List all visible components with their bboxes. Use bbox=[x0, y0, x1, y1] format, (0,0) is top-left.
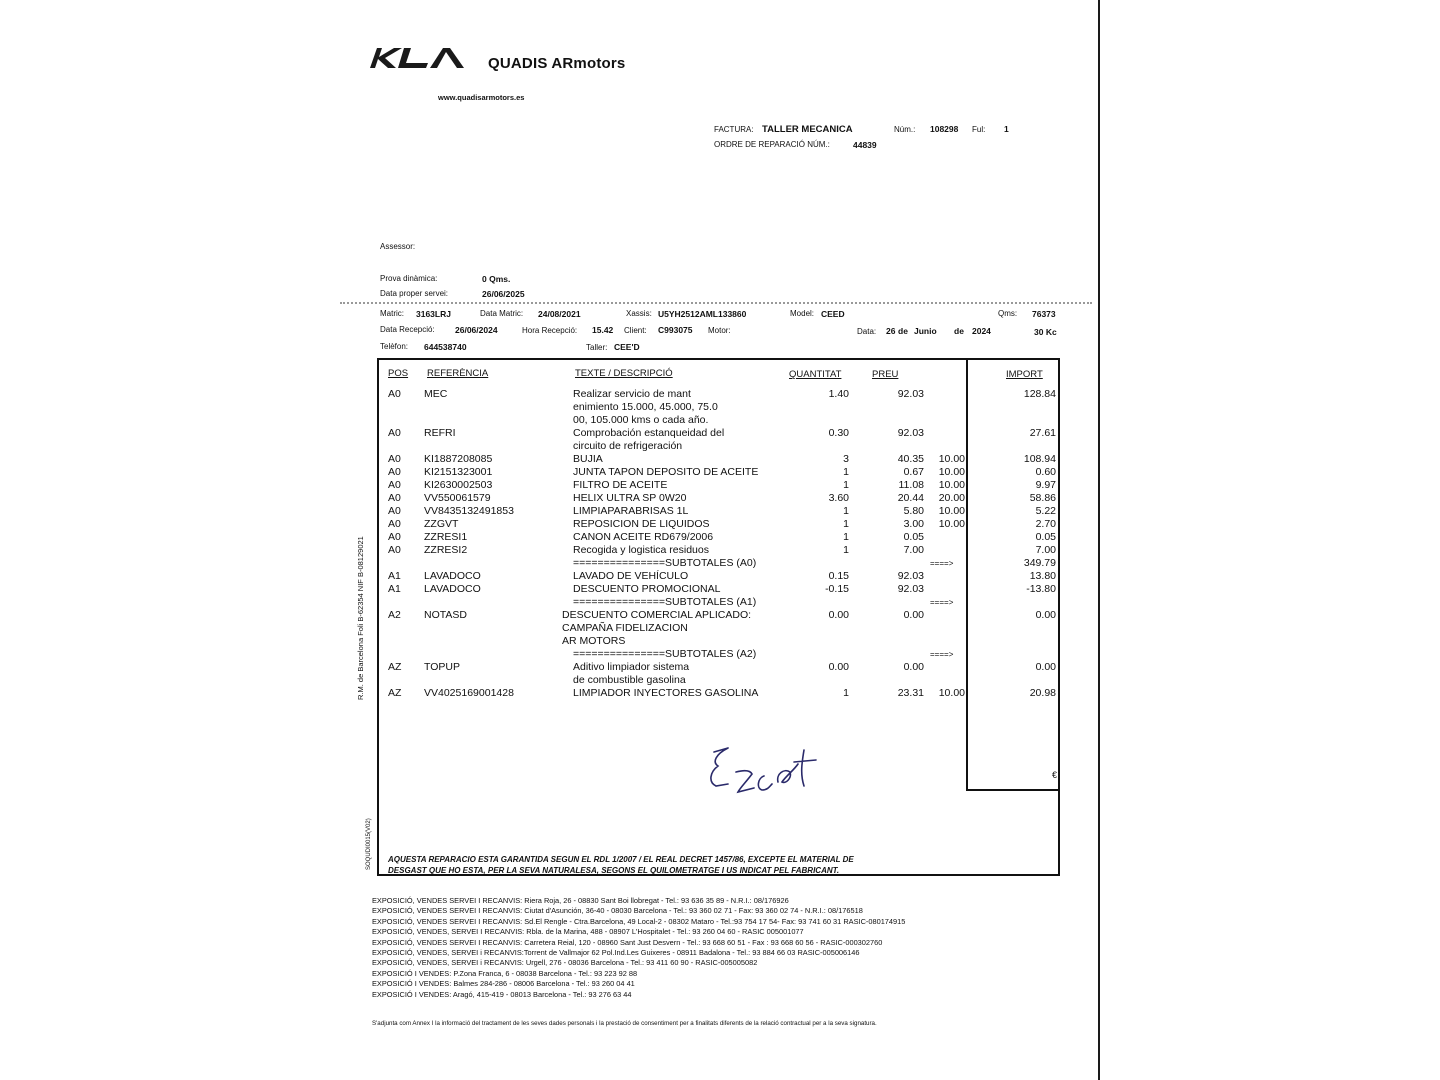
date-reference: 30 Kc bbox=[1034, 327, 1057, 337]
footer-address-line: EXPOSICIÓ I VENDES: Aragó, 415-419 - 08013 Barcelona - Tel.: 93 276 63 44 bbox=[372, 989, 632, 999]
row-description: LAVADO DE VEHÍCULO bbox=[573, 570, 689, 582]
row-import: 20.98 bbox=[1029, 687, 1056, 699]
table-row bbox=[0, 505, 1440, 518]
row-description: AR MOTORS bbox=[562, 635, 626, 647]
row-price: 92.03 bbox=[897, 388, 924, 400]
row-price: 0.05 bbox=[903, 531, 924, 543]
row-pos: AZ bbox=[388, 687, 402, 699]
row-quantity: 1 bbox=[843, 479, 849, 491]
row-reference: VV8435132491853 bbox=[424, 505, 514, 517]
chassis-label: Xassis: bbox=[626, 309, 652, 318]
table-row bbox=[0, 440, 1440, 453]
model-label: Model: bbox=[790, 309, 815, 318]
row-pos: A2 bbox=[388, 609, 401, 621]
table-row bbox=[0, 687, 1440, 700]
row-pos: A0 bbox=[388, 544, 401, 556]
reception-date-label: Data Recepció: bbox=[380, 325, 435, 334]
row-description: DESCUENTO PROMOCIONAL bbox=[573, 583, 721, 595]
row-description: ===============SUBTOTALES (A2) bbox=[573, 648, 757, 660]
reception-date-value: 26/06/2024 bbox=[455, 325, 498, 335]
row-quantity: 0.00 bbox=[828, 609, 849, 621]
next-service-date: 26/06/2025 bbox=[482, 289, 525, 299]
footer-address-line: EXPOSICIÓ, VENDES SERVEI I RECANVIS: Carretera Reial, 120 - 08960 Sant Just Desvern - Tel.: 93 668 60 51 - Fax : 93 668 60 56 - RASIC-000302760 bbox=[372, 937, 883, 947]
row-description: Comprobación estanqueidad del bbox=[573, 427, 725, 439]
row-quantity: 0.30 bbox=[828, 427, 849, 439]
table-row bbox=[0, 674, 1440, 687]
row-reference: ZZRESI2 bbox=[424, 544, 468, 556]
row-price: 40.35 bbox=[897, 453, 924, 465]
row-description: LIMPIADOR INYECTORES GASOLINA bbox=[573, 687, 759, 699]
row-quantity: 0.00 bbox=[828, 661, 849, 673]
footer-address-line: EXPOSICIÓ I VENDES: Balmes 284-286 - 08006 Barcelona - Tel.: 93 260 04 41 bbox=[372, 979, 635, 989]
row-pos: A0 bbox=[388, 453, 401, 465]
row-import: 128.84 bbox=[1023, 388, 1056, 400]
row-discount: 10.00 bbox=[938, 453, 965, 465]
client-value: C993075 bbox=[658, 325, 693, 335]
table-row bbox=[0, 453, 1440, 466]
row-description: BUJIA bbox=[573, 453, 603, 465]
row-pos: A0 bbox=[388, 492, 401, 504]
row-reference: ZZRESI1 bbox=[424, 531, 468, 543]
row-quantity: 3 bbox=[843, 453, 849, 465]
row-price: 23.31 bbox=[897, 687, 924, 699]
table-row bbox=[0, 609, 1440, 622]
engine-label: Motor: bbox=[708, 326, 731, 335]
row-discount: 10.00 bbox=[938, 687, 965, 699]
reg-date-value: 24/08/2021 bbox=[538, 309, 581, 319]
row-quantity: 1 bbox=[843, 466, 849, 478]
row-description: HELIX ULTRA SP 0W20 bbox=[573, 492, 687, 504]
separator-line bbox=[340, 302, 1092, 304]
row-price: 7.00 bbox=[903, 544, 924, 556]
row-price: 0.00 bbox=[903, 609, 924, 621]
reception-time-value: 15.42 bbox=[592, 325, 614, 335]
handwritten-signature bbox=[706, 742, 866, 834]
row-description: JUNTA TAPON DEPOSITO DE ACEITE bbox=[573, 466, 759, 478]
invoice-num-label: Núm.: bbox=[894, 125, 916, 134]
date-year: 2024 bbox=[972, 326, 991, 336]
row-discount: 10.00 bbox=[938, 466, 965, 478]
row-description: FILTRO DE ACEITE bbox=[573, 479, 668, 491]
order-number: 44839 bbox=[853, 140, 877, 150]
row-pos: A1 bbox=[388, 583, 401, 595]
footer-address-line: EXPOSICIÓ, VENDES SERVEI I RECANVIS: Riera Roja, 26 - 08830 Sant Boi llobregat - Tel.: 93 636 35 89 - N.R.I.: 08/176926 bbox=[372, 896, 789, 905]
row-reference: REFRI bbox=[424, 427, 456, 439]
row-description: Recogida y logistica residuos bbox=[573, 544, 709, 556]
row-price: 11.08 bbox=[898, 479, 924, 491]
row-discount: 10.00 bbox=[938, 505, 965, 517]
row-description: LIMPIAPARABRISAS 1L bbox=[573, 505, 689, 517]
footer-address-line: EXPOSICIÓ, VENDES, SERVEI I RECANVIS: Rbla. de la Marina, 488 - 08907 L'Hospitalet - Tel.: 93 260 04 60 - RASIC 005001077 bbox=[372, 927, 804, 937]
footer-address-line: EXPOSICIÓ I VENDES: P.Zona Franca, 6 - 08038 Barcelona - Tel.: 93 223 92 88 bbox=[372, 968, 638, 978]
order-label: ORDRE DE REPARACIÓ NÚM.: bbox=[714, 140, 830, 149]
row-import: 0.60 bbox=[1035, 466, 1056, 478]
footer-address-line: EXPOSICIÓ, VENDES, SERVEI i RECANVIS: Urgell, 276 - 08036 Barcelona - Tel.: 93 411 60 90 - RASIC-005005082 bbox=[372, 958, 758, 968]
row-quantity: 1 bbox=[843, 505, 849, 517]
row-import: 5.22 bbox=[1035, 505, 1056, 517]
footer-address-line: EXPOSICIÓ, VENDES SERVEI I RECANVIS: Ciutat d'Asunción, 36-40 - 08030 Barcelona - Tel.: 93 360 02 71 - Fax: 93 360 02 74 - N.R.I.: 08/176518 bbox=[372, 906, 863, 916]
row-import: -13.80 bbox=[1026, 583, 1056, 595]
row-import: 0.05 bbox=[1035, 531, 1056, 543]
row-price: 92.03 bbox=[897, 427, 924, 439]
invoice-label: FACTURA: bbox=[714, 125, 754, 134]
table-row bbox=[0, 570, 1440, 583]
table-row bbox=[0, 596, 1440, 609]
row-quantity: 1.40 bbox=[828, 388, 849, 400]
row-import: 0.00 bbox=[1035, 609, 1056, 621]
row-pos: A0 bbox=[388, 531, 401, 543]
table-row bbox=[0, 466, 1440, 479]
row-description: 00, 105.000 kms o cada año. bbox=[573, 414, 709, 426]
workshop-label: Taller: bbox=[586, 343, 608, 352]
row-description: CAMPAÑA FIDELIZACION bbox=[562, 622, 688, 634]
row-description: circuito de refrigeración bbox=[573, 440, 683, 452]
website: www.quadisarmotors.es bbox=[438, 93, 525, 102]
row-description: REPOSICION DE LIQUIDOS bbox=[573, 518, 710, 530]
table-row bbox=[0, 388, 1440, 401]
row-pos: A0 bbox=[388, 479, 401, 491]
warranty-line-1: AQUESTA REPARACIO ESTA GARANTIDA SEGUN EL RDL 1/2007 / EL REAL DECRET 1457/86, EXCEPTE EL MATERIAL DE bbox=[388, 855, 854, 864]
row-price: 5.80 bbox=[903, 505, 924, 517]
table-row bbox=[0, 544, 1440, 557]
row-pos: A0 bbox=[388, 427, 401, 439]
document-code-vertical: SOQUDI0015(V02) bbox=[366, 818, 372, 870]
table-row bbox=[0, 622, 1440, 635]
advisor-label: Assessor: bbox=[380, 242, 416, 251]
row-import: 7.00 bbox=[1035, 544, 1056, 556]
row-price: 0.00 bbox=[903, 661, 924, 673]
table-row bbox=[0, 414, 1440, 427]
invoice-type: TALLER MECANICA bbox=[762, 124, 853, 135]
row-description: CANON ACEITE RD679/2006 bbox=[573, 531, 714, 543]
row-reference: KI1887208085 bbox=[424, 453, 493, 465]
phone-value: 644538740 bbox=[424, 342, 467, 352]
row-arrow: ====> bbox=[930, 559, 954, 568]
col-header-desc: TEXTE / DESCRIPCIÓ bbox=[575, 368, 673, 379]
row-quantity: 1 bbox=[843, 518, 849, 530]
row-arrow: ====> bbox=[930, 598, 954, 607]
row-price: 0.67 bbox=[903, 466, 924, 478]
reception-time-label: Hora Recepció: bbox=[522, 326, 578, 335]
workshop-value: CEE'D bbox=[614, 342, 640, 352]
table-row bbox=[0, 427, 1440, 440]
row-reference: VV4025169001428 bbox=[424, 687, 514, 699]
row-reference: ZZGVT bbox=[424, 518, 459, 530]
table-row bbox=[0, 479, 1440, 492]
footer-address-line: EXPOSICIÓ, VENDES, SERVEI i RECANVIS:Torrent de Vallmajor 62 Pol.Ind.Les Guixeres - 08911 Badalona - Tel.: 93 884 66 03 RASIC-005006146 bbox=[372, 948, 860, 957]
row-pos: A0 bbox=[388, 505, 401, 517]
registry-info-vertical: R.M. de Barcelona Foli B-62354 NIF B-08129021 bbox=[356, 536, 365, 700]
row-discount: 20.00 bbox=[938, 492, 965, 504]
km-value: 76373 bbox=[1032, 309, 1056, 319]
row-reference: KI2151323001 bbox=[424, 466, 493, 478]
date-label: Data: bbox=[857, 327, 877, 336]
row-reference: VV550061579 bbox=[424, 492, 491, 504]
row-reference: LAVADOCO bbox=[424, 583, 481, 595]
col-header-price: PREU bbox=[872, 369, 899, 380]
row-price: 92.03 bbox=[897, 583, 924, 595]
row-import: 349.79 bbox=[1023, 557, 1056, 569]
next-service-label: Data proper servei: bbox=[380, 289, 449, 298]
table-row bbox=[0, 557, 1440, 570]
row-quantity: 1 bbox=[843, 687, 849, 699]
table-row bbox=[0, 531, 1440, 544]
row-price: 20.44 bbox=[897, 492, 924, 504]
row-import: 108.94 bbox=[1023, 453, 1056, 465]
footer-address-line: EXPOSICIÓ, VENDES SERVEI I RECANVIS: Sd.El Rengle - Ctra.Barcelona, 49 Local-2 - 08302 Mataro - Tel.:93 754 17 54- Fax: 93 741 60 31 RASIC-080174915 bbox=[372, 916, 906, 926]
table-row bbox=[0, 583, 1440, 596]
table-row bbox=[0, 492, 1440, 505]
row-description: ===============SUBTOTALES (A1) bbox=[573, 596, 757, 608]
row-pos: A1 bbox=[388, 570, 401, 582]
test-drive-value: 0 Qms. bbox=[482, 274, 511, 284]
test-drive-label: Prova dinàmica: bbox=[380, 274, 438, 283]
plate-label: Matric: bbox=[380, 309, 404, 318]
model-value: CEED bbox=[821, 309, 845, 319]
row-quantity: 1 bbox=[843, 531, 849, 543]
km-label: Qms: bbox=[998, 309, 1018, 318]
row-import: 2.70 bbox=[1035, 518, 1056, 530]
brand-name: QUADIS ARmotors bbox=[488, 55, 626, 72]
plate-value: 3163LRJ bbox=[416, 309, 451, 319]
row-reference: KI2630002503 bbox=[424, 479, 493, 491]
row-description: Realizar servicio de mant bbox=[573, 388, 691, 400]
row-pos: A0 bbox=[388, 388, 401, 400]
table-row bbox=[0, 518, 1440, 531]
date-day: 26 bbox=[886, 326, 896, 336]
row-import: 58.86 bbox=[1029, 492, 1056, 504]
row-import: 13.80 bbox=[1029, 570, 1056, 582]
row-description: DESCUENTO COMERCIAL APLICADO: bbox=[562, 609, 752, 621]
row-pos: A0 bbox=[388, 466, 401, 478]
row-pos: A0 bbox=[388, 518, 401, 530]
row-import: 9.97 bbox=[1035, 479, 1056, 491]
kia-logo bbox=[368, 44, 466, 72]
row-reference: MEC bbox=[424, 388, 448, 400]
row-quantity: 1 bbox=[843, 544, 849, 556]
row-reference: LAVADOCO bbox=[424, 570, 481, 582]
row-description: de combustible gasolina bbox=[573, 674, 686, 686]
page-number: 1 bbox=[1004, 124, 1009, 134]
table-row bbox=[0, 648, 1440, 661]
date-month: Junio bbox=[914, 326, 937, 336]
reg-date-label: Data Matric: bbox=[480, 309, 524, 318]
privacy-note: S'adjunta com Annex I la informació del tractament de les seves dades personals i la prestació de consentiment per a finalitats diferents de la relació contractual per a la seva signatura. bbox=[372, 1020, 877, 1027]
col-header-qty: QUANTITAT bbox=[789, 369, 842, 380]
warranty-line-2: DESGAST QUE HO ESTA, PER LA SEVA NATURALESA, SEGONS EL QUILOMETRATGE I US INDICAT PEL FABRICANT. bbox=[388, 866, 840, 875]
col-header-import: IMPORT bbox=[1006, 369, 1043, 380]
client-label: Client: bbox=[624, 326, 647, 335]
row-discount: 10.00 bbox=[938, 518, 965, 530]
page-label: Ful: bbox=[972, 125, 986, 134]
row-description: Aditivo limpiador sistema bbox=[573, 661, 690, 673]
row-import: 0.00 bbox=[1035, 661, 1056, 673]
table-row bbox=[0, 661, 1440, 674]
row-price: 3.00 bbox=[903, 518, 924, 530]
phone-label: Telèfon: bbox=[380, 342, 409, 351]
row-discount: 10.00 bbox=[938, 479, 965, 491]
date-de-1: de bbox=[898, 326, 908, 336]
row-import: 27.61 bbox=[1029, 427, 1056, 439]
row-description: ===============SUBTOTALES (A0) bbox=[573, 557, 757, 569]
row-arrow: ====> bbox=[930, 650, 954, 659]
col-header-pos: POS bbox=[388, 368, 409, 379]
row-reference: NOTASD bbox=[424, 609, 467, 621]
table-row bbox=[0, 635, 1440, 648]
row-reference: TOPUP bbox=[424, 661, 460, 673]
row-quantity: 0.15 bbox=[828, 570, 849, 582]
row-quantity: -0.15 bbox=[825, 583, 849, 595]
row-quantity: 3.60 bbox=[828, 492, 849, 504]
row-pos: AZ bbox=[388, 661, 402, 673]
row-description: enimiento 15.000, 45.000, 75.0 bbox=[573, 401, 718, 413]
row-price: 92.03 bbox=[897, 570, 924, 582]
currency-symbol: € bbox=[1052, 770, 1058, 780]
date-de-2: de bbox=[954, 326, 964, 336]
col-header-ref: REFERÈNCIA bbox=[427, 368, 489, 379]
table-row bbox=[0, 401, 1440, 414]
invoice-number: 108298 bbox=[930, 124, 959, 134]
chassis-value: U5YH2512AML133860 bbox=[658, 309, 747, 319]
